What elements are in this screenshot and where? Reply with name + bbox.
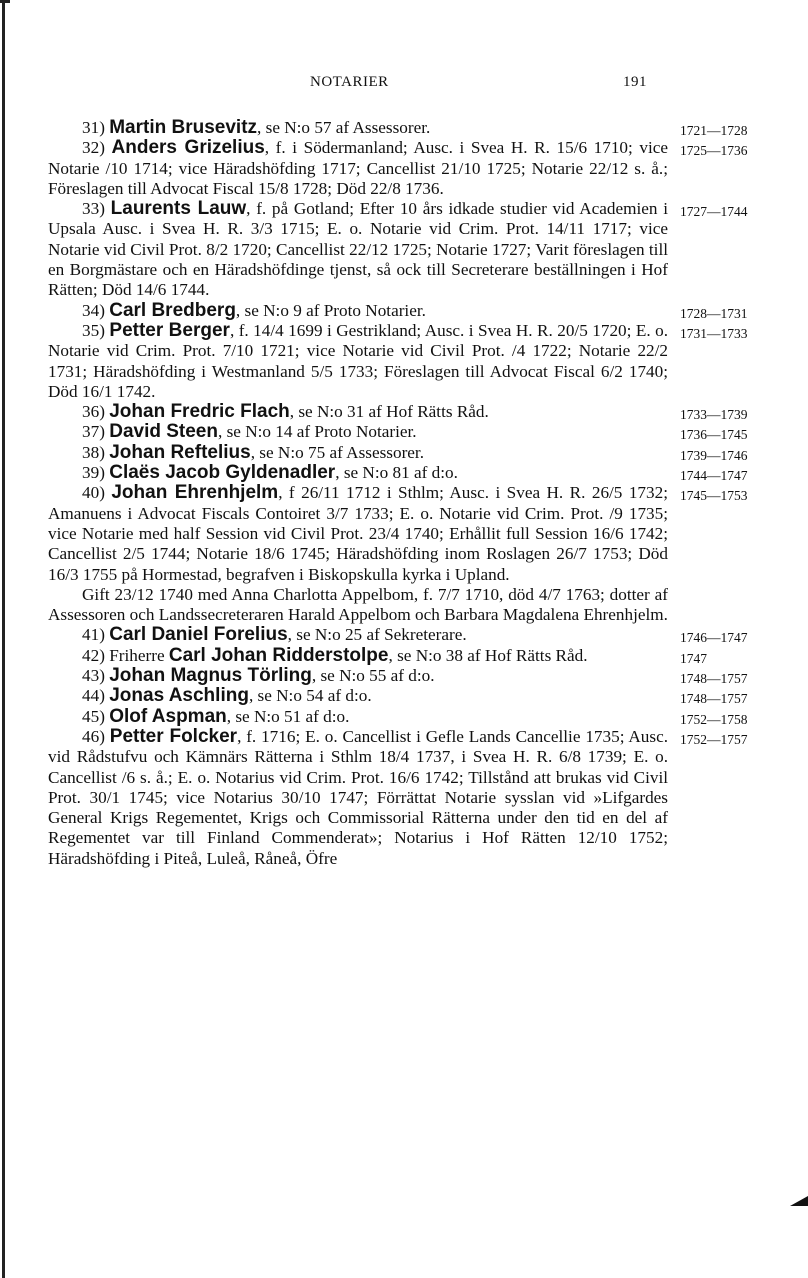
entry-43 [48,665,748,687]
title-prefix: Friherre [109,645,169,665]
entry-number: 32) [82,138,105,158]
entry-text: , se N:o 75 af Assessorer. [250,442,424,462]
years-served: 1752—1757 [680,731,748,747]
years-served: 1748—1757 [680,691,748,707]
entry-number: 35) [82,320,105,340]
entry-number: 42) [82,645,105,665]
entry-number: 37) [82,422,105,442]
entry-text: , se N:o 57 af Assessorer. [257,118,431,137]
entry-44 [48,685,748,707]
years-served: 1744—1747 [680,468,748,484]
entry-33 [48,198,748,300]
entry-number: 34) [82,300,105,320]
years-served: 1733—1739 [680,407,748,423]
entry-number: 31) [82,118,105,137]
years-served: 1746—1747 [680,630,748,646]
entry-40-marriage [48,585,668,626]
entry-number: 40) [82,483,105,503]
years-served: 1728—1731 [680,305,748,321]
entry-number: 39) [82,463,105,483]
entry-number: 44) [82,686,105,706]
person-name: Claës Jacob Gyldenadler [109,462,336,484]
years-served: 1748—1757 [680,671,748,687]
years-served: 1727—1744 [680,204,748,220]
entry-text: , f. 14/4 1699 i Gestrikland; Ausc. i Svea H. R. 20/5 1720; E. o. Notarie vid Crim. Prot. 7/10 1721; vice Notarie vid Civil Prot. /4 1722; Notarie 22/2 1731; Häradshöfding i Westmanland 5/5 1733; Föreslagen till Advocat Fiscal 6/2 1740; Död 16/1 1742. [48,320,669,401]
person-name: Johan Fredric Flach [109,401,290,423]
person-name: Johan Ehrenhjelm [111,482,279,504]
entry-text: , se N:o 51 af d:o. [226,706,350,726]
entry-39 [48,462,748,484]
entry-32 [48,137,748,199]
entry-text: , se N:o 31 af Hof Rätts Råd. [289,402,489,422]
page-edge [2,0,5,1278]
years-served: 1752—1758 [680,711,748,727]
person-name: Anders Grizelius [111,137,265,159]
person-name: Carl Bredberg [109,299,236,321]
person-name: Martin Brusevitz [109,117,258,138]
entries-list [48,117,748,869]
years-served: 1739—1746 [680,447,748,463]
entry-42 [48,644,707,666]
entry-number: 38) [82,442,105,462]
entry-36 [48,401,748,423]
person-name: Johan Reftelius [109,441,251,463]
entry-text: , f. på Gotland; Efter 10 års idkade studier vid Academien i Upsala Ausc. i Svea H. R. 3/3 1715; E. o. Notarie vid Crim. Prot. 14/11 1717; vice Notarie vid Civil Prot. 8/2 1720; Cancellist 22/12 1725; Notarie 1727; Varit föreslagen till en Borgmästare och en Häradshöfdinge tjenst, så ock till Secreterare beställningen i Hof Rätten; Död 14/6 1744. [48,199,669,300]
entry-41 [48,624,748,646]
entry-number: 41) [82,625,105,645]
entry-number: 46) [82,726,105,746]
page-number: 191 [623,74,647,90]
entry-35 [48,319,748,402]
entry-text: , f. i Södermanland; Ausc. i Svea H. R. 15/6 1710; vice Notarie /10 1714; vice Häradshöfding 1717; Cancellist 21/10 1725; Notarie 22/12 s. å.; Föreslagen till Advocat Fiscal 15/8 1728; Död 22/8 1736. [48,138,669,198]
years-served: 1747 [680,650,707,666]
years-served: 1745—1753 [680,488,748,504]
entry-46 [48,725,748,869]
years-served: 1736—1745 [680,427,748,443]
person-name: Johan Magnus Törling [109,665,312,687]
entry-text: , se N:o 81 af d:o. [335,463,458,483]
person-name: Petter Folcker [109,725,238,747]
entry-38 [48,441,748,463]
entry-text: , se N:o 38 af Hof Rätts Råd. [388,645,588,665]
print-mark [790,1196,808,1206]
running-title: NOTARIER [310,74,389,90]
entry-text: , se N:o 9 af Proto Notarier. [235,300,426,320]
person-name: Carl Johan Ridderstolpe [168,644,389,666]
entry-text: , se N:o 25 af Sekreterare. [287,625,467,645]
person-name: Jonas Aschling [109,685,249,707]
entry-40 [48,482,748,584]
person-name: Carl Daniel Forelius [109,624,288,646]
entry-number: 45) [82,706,105,726]
person-name: Laurents Lauw [110,198,247,220]
years-served: 1725—1736 [680,143,748,159]
entry-number: 36) [82,402,105,422]
entry-number: 33) [82,199,105,219]
years-served: 1731—1733 [680,325,748,341]
entry-text: , f 26/11 1712 i Sthlm; Ausc. i Svea H. R. 26/5 1732; Amanuens i Advocat Fiscals Contoiret 3/7 1733; E. o. Notarie vid Crim. Prot. /9 1735; vice Notarie med half Session vid Civil Prot. 23/4 1740; Erhållit full Session 16/6 1742; Cancellist 2/5 1744; Notarie 18/6 1745; Häradshöfding inom Roslagen 26/7 1753; Död 16/3 1755 på Hormestad, begrafven i Biskopskulla kyrka i Upland. [48,483,668,584]
person-name: Petter Berger [109,319,230,341]
entry-45 [48,705,748,727]
entry-text: , se N:o 55 af d:o. [311,666,435,686]
entry-34 [48,299,748,321]
running-header [48,74,668,96]
entry-number: 43) [82,666,105,686]
years-served: 1721—1728 [680,123,748,138]
entry-text: , f. 1716; E. o. Cancellist i Gefle Lands Cancellie 1735; Ausc. vid Rådstufvu och Kämnärs Rätterna i Sthlm 18/4 1737, i Svea H. R. 6/8 1739; E. o. Cancellist /6 s. å.; E. o. Notarius vid Crim. Prot. 16/6 1742; Tillstånd att brukas vid Civil Prot. 30/1 1745; vice Notarius 30/10 1747; Förrättat Notarie sysslan vid »Lifgardes General Krigs Regementet, Krigs och Commissorial Rätterna under den tid en del af Regementet var till Finland Commenderat»; Notarius i Hof Rätten 12/10 1752; Häradshöfding i Piteå, Luleå, Råneå, Öfre [48,726,668,868]
entry-text: Gift 23/12 1740 med Anna Charlotta Appelbom, f. 7/7 1710, död 4/7 1763; dotter af Assessoren och Landssecreteraren Harald Appelbom och Barbara Magdalena Ehrenhjelm. [48,584,668,625]
entry-text: , se N:o 54 af d:o. [248,686,372,706]
entry-37 [48,421,748,443]
person-name: Olof Aspman [109,705,227,727]
entry-text: , se N:o 14 af Proto Notarier. [217,422,417,442]
person-name: David Steen [109,421,218,443]
entry-31 [48,117,748,138]
